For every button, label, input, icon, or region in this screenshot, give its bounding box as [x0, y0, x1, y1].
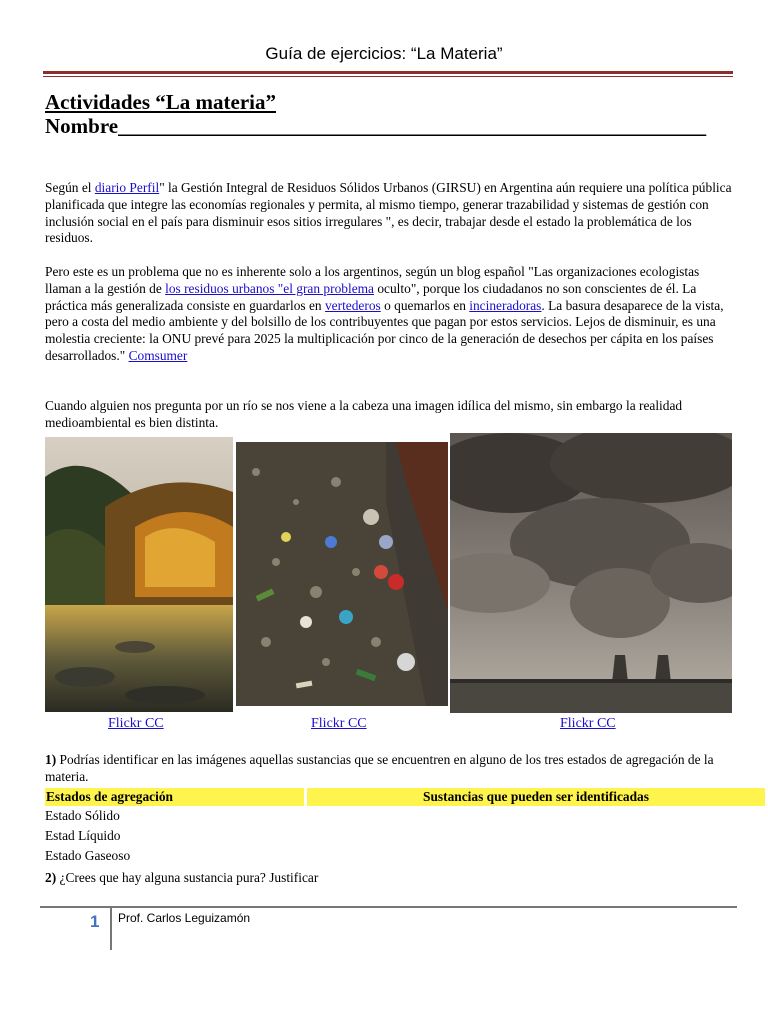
question-1-text: Podrías identificar en las imágenes aquellas sustancias que se encuentren en alguno de los tres estados de agregación de la materia. — [45, 752, 714, 784]
table-header-substances: Sustancias que pueden ser identificadas — [307, 788, 765, 806]
p2-text-c: o quemarlos en — [380, 297, 470, 313]
link-vertederos[interactable]: vertederos — [324, 297, 381, 313]
caption-flickr-1[interactable]: Flickr CC — [108, 716, 164, 731]
activities-title: Actividades “La materia” — [45, 90, 276, 114]
states-table — [45, 788, 765, 866]
footer-author: Prof. Carlos Leguizamón — [118, 911, 251, 925]
question-1 — [45, 752, 735, 786]
table-row-solid: Estado Sólido — [45, 808, 120, 823]
paragraph-3: Cuando alguien nos pregunta por un río se nos viene a la cabeza una imagen idílica del mismo, sin embargo la realidad medioambiental es bien distinta. — [45, 398, 683, 430]
activity-heading — [45, 90, 706, 138]
p1-text-b: " la Gestión Integral de Residuos Sólidos Urbanos (GIRSU) en Argentina aún requiere una política pública planificada que integre las economías regionales y permita, al mismo tiempo, generar trazabilidad y sistemas de gestión con inclusión social en el país para disminuir esos sitios irregulares ", es decir, trabajar desde el estado la problemática de los residuos. — [45, 180, 732, 246]
link-comsumer[interactable]: Comsumer — [128, 347, 188, 363]
p1-text-a: Según el — [45, 180, 95, 195]
link-incineradoras[interactable]: incineradoras — [469, 297, 542, 313]
p2-text-b: oculto", porque los ciudadanos no son conscientes de él. La práctica más generalizada consiste en guardarlos en — [45, 280, 697, 313]
caption-flickr-3[interactable]: Flickr CC — [560, 716, 616, 731]
footer-rule — [40, 906, 737, 908]
link-diario-perfil[interactable]: diario Perfil — [94, 180, 160, 195]
footer-divider — [110, 908, 112, 950]
table-header-row — [45, 788, 765, 806]
link-residuos-urbanos[interactable]: los residuos urbanos "el gran problema — [165, 280, 374, 296]
header-rule — [43, 71, 733, 74]
p2-text-d: . La basura desaparece de la vista, pero a costa del medio ambiente y del bolsillo de los contribuyentes que pagan por estos servicios. Lejos de disminuir, es una molestia creciente: la ONU prevé para 2025 la multiplicación por cinco de la generación de desechos per cápita en los países desarrollados." — [45, 297, 724, 363]
table-row-liquid: Estad Líquido — [45, 828, 121, 843]
river-autumn-photo — [45, 437, 233, 712]
table-header-states: Estados de agregación — [45, 788, 304, 806]
caption-flickr-2[interactable]: Flickr CC — [311, 716, 367, 731]
table-row-gas: Estado Gaseoso — [45, 848, 131, 863]
garbage-river-photo — [236, 442, 448, 706]
p2-text-a: Pero este es un problema que no es inherente solo a los argentinos, según un blog español "Las organizaciones ecologistas llaman a la gestión de — [45, 264, 700, 296]
paragraph-2 — [45, 264, 735, 365]
question-2 — [45, 870, 735, 887]
header-rule-thin — [43, 76, 733, 77]
page-number: 1 — [90, 912, 100, 931]
name-line: Nombre________________________________________________________ — [45, 114, 707, 138]
cooling-towers-photo — [450, 433, 732, 713]
question-2-number: 2) — [45, 870, 57, 885]
page-header-title: Guía de ejercicios: “La Materia” — [265, 44, 503, 63]
question-1-number: 1) — [45, 752, 57, 767]
paragraph-1 — [45, 180, 735, 247]
question-2-text: ¿Crees que hay alguna sustancia pura? Justificar — [56, 870, 319, 885]
